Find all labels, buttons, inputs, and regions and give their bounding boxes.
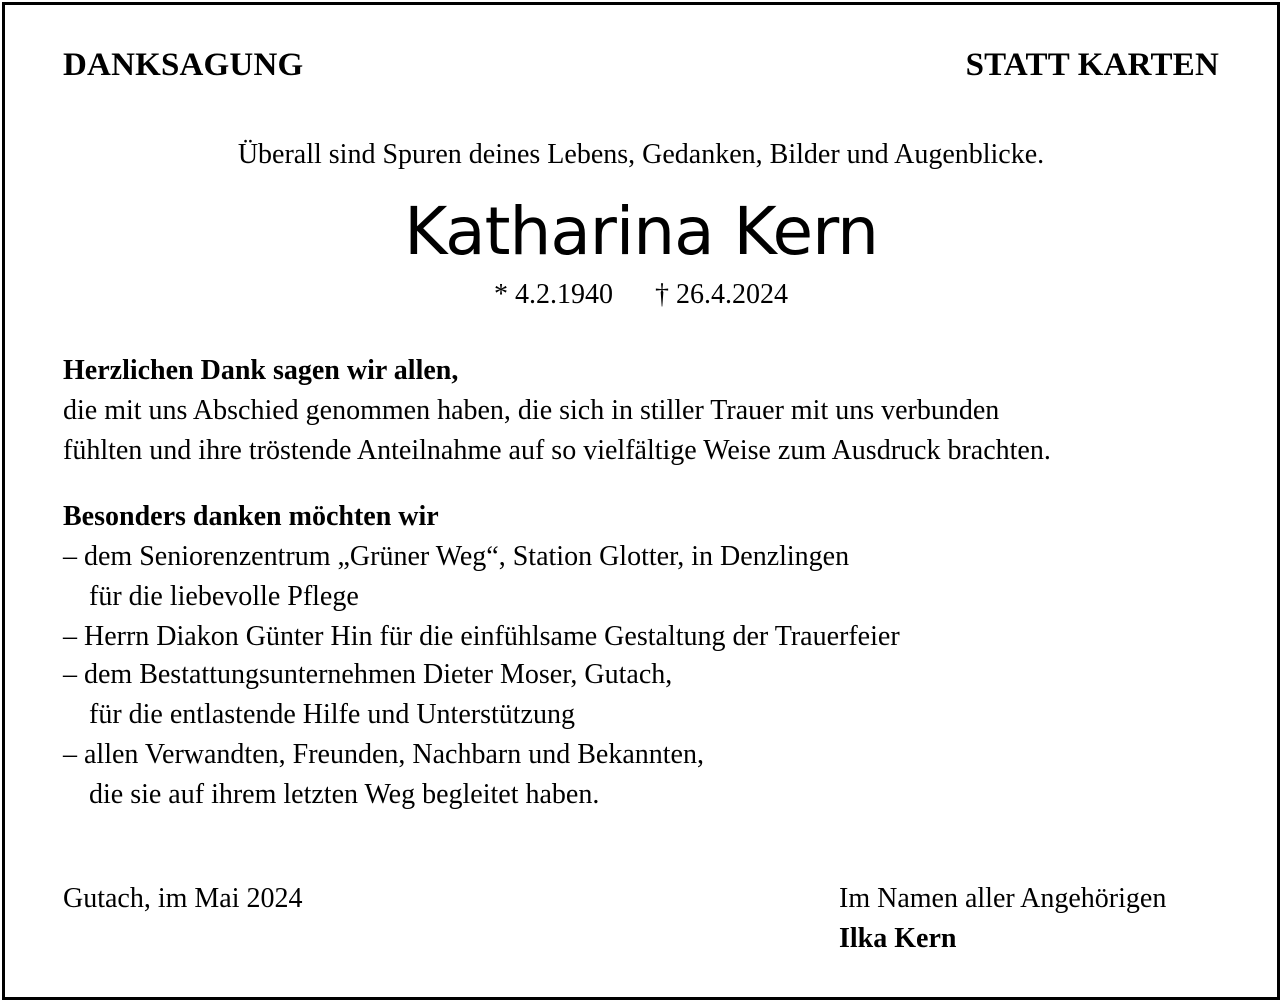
motto-line: Überall sind Spuren deines Lebens, Gedanken, Bilder und Augenblicke. bbox=[237, 139, 1045, 170]
thanks-line-2: fühlten und ihre tröstende Anteilnahme auf so vielfältige Weise zum Ausdruck brachten. bbox=[63, 435, 1051, 466]
deceased-name: Katharina Kern bbox=[404, 193, 878, 270]
header-danksagung: DANKSAGUNG bbox=[63, 47, 304, 83]
thanks-line-1: die mit uns Abschied genommen haben, die sich in stiller Trauer mit uns verbunden bbox=[63, 395, 1000, 426]
special-thanks-item-1: – dem Seniorenzentrum „Grüner Weg“, Station Glotter, in Denzlingen bbox=[63, 541, 850, 572]
special-thanks-item-2: – Herrn Diakon Günter Hin für die einfühlsame Gestaltung der Trauerfeier bbox=[63, 621, 900, 652]
special-thanks-item-4-cont: die sie auf ihrem letzten Weg begleitet haben. bbox=[89, 779, 600, 810]
on-behalf-line: Im Namen aller Angehörigen bbox=[839, 883, 1167, 914]
special-thanks-item-3-cont: für die entlastende Hilfe und Unterstützung bbox=[89, 699, 575, 730]
special-thanks-heading: Besonders danken möchten wir bbox=[63, 501, 439, 532]
thanks-heading: Herzlichen Dank sagen wir allen, bbox=[63, 355, 459, 386]
death-date: † 26.4.2024 bbox=[655, 279, 788, 310]
place-and-date: Gutach, im Mai 2024 bbox=[63, 883, 303, 914]
obituary-card bbox=[2, 2, 1280, 1000]
life-dates bbox=[5, 279, 1277, 311]
special-thanks-item-4: – allen Verwandten, Freunden, Nachbarn und Bekannten, bbox=[63, 739, 704, 770]
special-thanks-item-1-cont: für die liebevolle Pflege bbox=[89, 581, 359, 612]
birth-date: * 4.2.1940 bbox=[494, 279, 613, 310]
special-thanks-item-3: – dem Bestattungsunternehmen Dieter Moser, Gutach, bbox=[63, 659, 673, 690]
header-statt-karten: STATT KARTEN bbox=[965, 47, 1219, 83]
signer-name: Ilka Kern bbox=[839, 923, 957, 954]
